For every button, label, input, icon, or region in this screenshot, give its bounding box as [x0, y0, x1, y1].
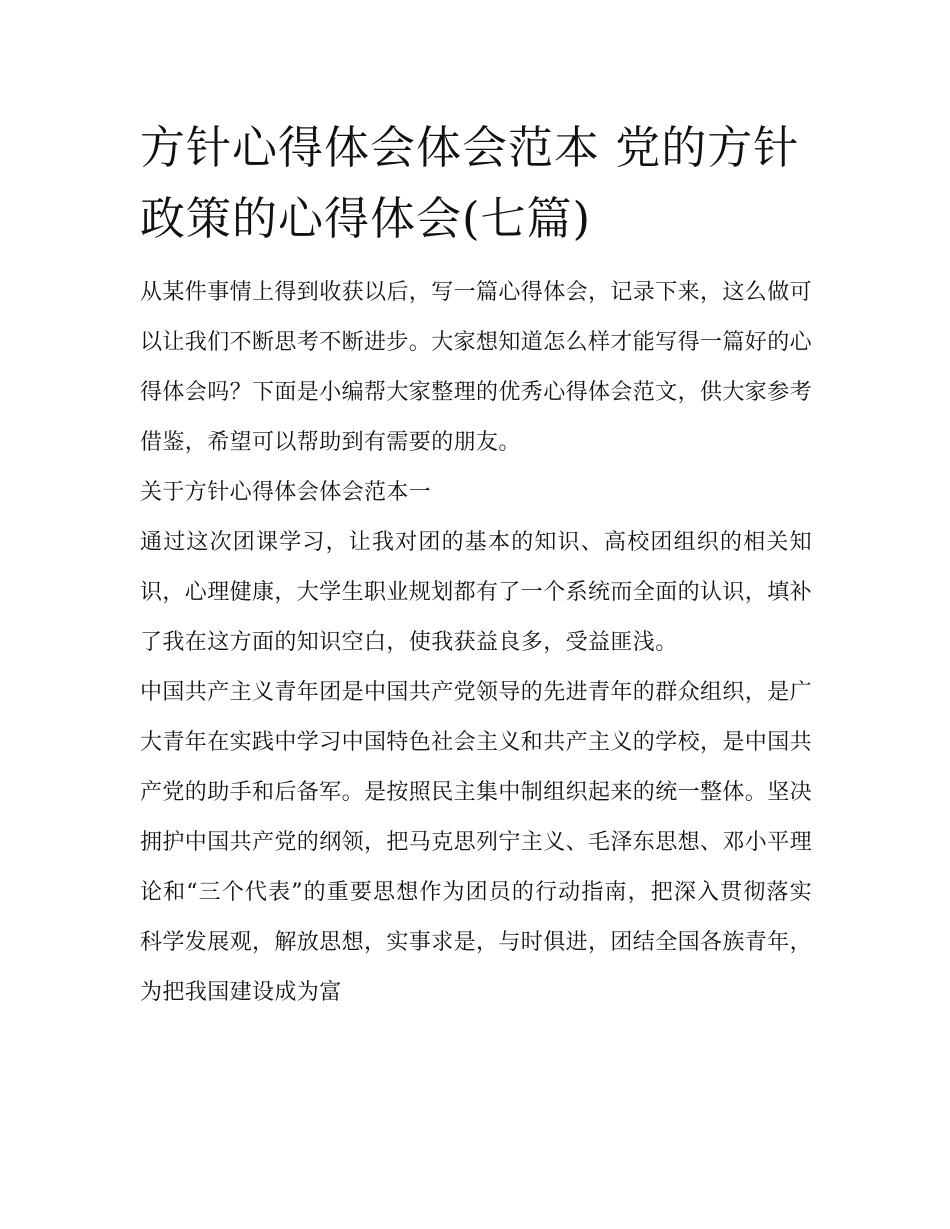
body-paragraph: 通过这次团课学习，让我对团的基本的知识、高校团组织的相关知识，心理健康，大学生职业规划都有了一个系统而全面的认识，填补了我在这方面的知识空白，使我获益良多，受益匪浅。 [140, 530, 813, 655]
intro-paragraph: 从某件事情上得到收获以后，写一篇心得体会，记录下来，这么做可以让我们不断思考不断进步。大家想知道怎么样才能写得一篇好的心得体会吗？下面是小编帮大家整理的优秀心得体会范文，供大家参考借鉴，希望可以帮助到有需要的朋友。 [140, 280, 813, 455]
document-title: 方针心得体会体会范本 党的方针政策的心得体会(七篇) [140, 121, 800, 245]
section-heading: 关于方针心得体会体会范本一 [140, 480, 432, 505]
body-paragraph: 中国共产主义青年团是中国共产党领导的先进青年的群众组织，是广大青年在实践中学习中国特色社会主义和共产主义的学校，是中国共产党的助手和后备军。是按照民主集中制组织起来的统一整体。坚决拥护中国共产党的纲领，把马克思列宁主义、毛泽东思想、邓小平理论和“三个代表”的重要思想作为团员的行动指南，把深入贯彻落实科学发展观，解放思想，实事求是，与时俱进，团结全国各族青年，为把我国建设成为富 [140, 680, 813, 1005]
document-body [140, 112, 812, 1018]
